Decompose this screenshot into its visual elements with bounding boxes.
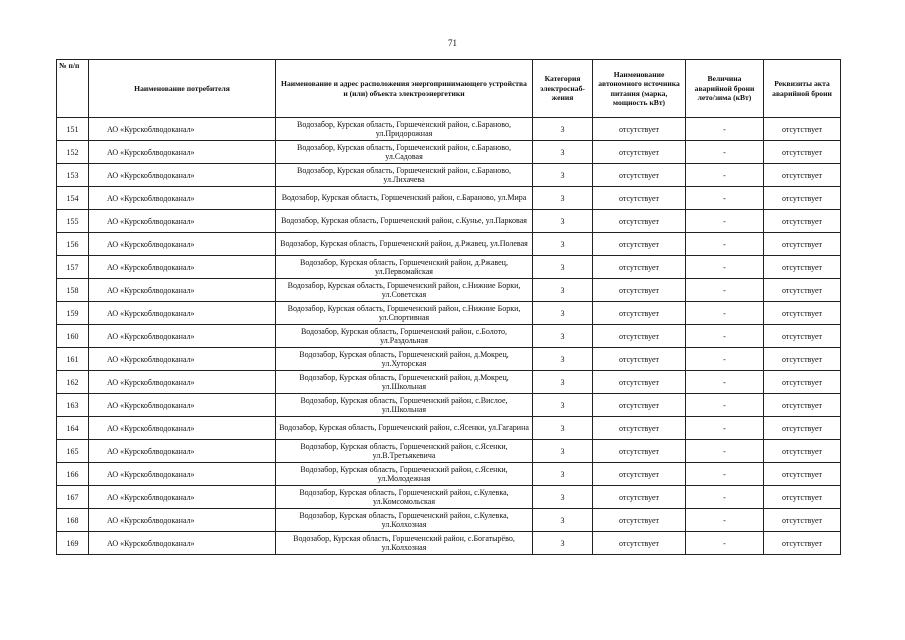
autonomous-source: отсутствует: [593, 118, 686, 141]
table-row: [57, 532, 841, 555]
object-address: Водозабор, Курская область, Горшеченский район, с.Ясенки, ул.Гагарина: [276, 417, 533, 440]
row-number: 160: [57, 325, 89, 348]
consumer-name: АО «Курскоблводоканал»: [89, 141, 276, 164]
act-details: отсутствует: [764, 440, 841, 463]
table-row: [57, 463, 841, 486]
autonomous-source: отсутствует: [593, 486, 686, 509]
supply-category: 3: [533, 210, 593, 233]
page-number: 71: [448, 38, 457, 48]
supply-category: 3: [533, 509, 593, 532]
consumer-name: АО «Курскоблводоканал»: [89, 371, 276, 394]
header-power-source: Наименование автономного источника питания (марка, мощность кВт): [593, 60, 686, 118]
supply-category: 3: [533, 394, 593, 417]
reserve-value: -: [686, 233, 764, 256]
consumer-name: АО «Курскоблводоканал»: [89, 348, 276, 371]
act-details: отсутствует: [764, 463, 841, 486]
supply-category: 3: [533, 164, 593, 187]
row-number: 154: [57, 187, 89, 210]
object-address: Водозабор, Курская область, Горшеченский район, с.Кулевка, ул.Колхозная: [276, 509, 533, 532]
reserve-value: -: [686, 256, 764, 279]
reserve-value: -: [686, 164, 764, 187]
object-address: Водозабор, Курская область, Горшеченский район, с.Бараново, ул.Лихачева: [276, 164, 533, 187]
table-row: [57, 486, 841, 509]
reserve-value: -: [686, 118, 764, 141]
table-row: [57, 256, 841, 279]
row-number: 151: [57, 118, 89, 141]
supply-category: 3: [533, 417, 593, 440]
consumer-name: АО «Курскоблводоканал»: [89, 463, 276, 486]
reserve-value: -: [686, 371, 764, 394]
autonomous-source: отсутствует: [593, 187, 686, 210]
reserve-value: -: [686, 509, 764, 532]
consumer-name: АО «Курскоблводоканал»: [89, 440, 276, 463]
supply-category: 3: [533, 463, 593, 486]
header-address: Наименование и адрес расположения энергопринимающего устройства и (или) объекта электроэнергетики: [276, 60, 533, 118]
autonomous-source: отсутствует: [593, 233, 686, 256]
row-number: 152: [57, 141, 89, 164]
reserve-value: -: [686, 187, 764, 210]
table-row: [57, 394, 841, 417]
row-number: 163: [57, 394, 89, 417]
table-row: [57, 509, 841, 532]
table-row: [57, 164, 841, 187]
act-details: отсутствует: [764, 141, 841, 164]
autonomous-source: отсутствует: [593, 279, 686, 302]
object-address: Водозабор, Курская область, Горшеченский район, с.Бараново, ул.Садовая: [276, 141, 533, 164]
row-number: 167: [57, 486, 89, 509]
reserve-table: [56, 59, 841, 555]
consumer-name: АО «Курскоблводоканал»: [89, 233, 276, 256]
consumer-name: АО «Курскоблводоканал»: [89, 279, 276, 302]
consumer-name: АО «Курскоблводоканал»: [89, 118, 276, 141]
table-row: [57, 141, 841, 164]
autonomous-source: отсутствует: [593, 371, 686, 394]
row-number: 156: [57, 233, 89, 256]
supply-category: 3: [533, 348, 593, 371]
act-details: отсутствует: [764, 394, 841, 417]
autonomous-source: отсутствует: [593, 394, 686, 417]
supply-category: 3: [533, 325, 593, 348]
act-details: отсутствует: [764, 371, 841, 394]
table-row: [57, 279, 841, 302]
object-address: Водозабор, Курская область, Горшеченский район, д.Ржавец, ул.Первомайская: [276, 256, 533, 279]
reserve-value: -: [686, 486, 764, 509]
reserve-value: -: [686, 394, 764, 417]
supply-category: 3: [533, 118, 593, 141]
consumer-name: АО «Курскоблводоканал»: [89, 187, 276, 210]
row-number: 169: [57, 532, 89, 555]
act-details: отсутствует: [764, 233, 841, 256]
row-number: 153: [57, 164, 89, 187]
autonomous-source: отсутствует: [593, 210, 686, 233]
act-details: отсутствует: [764, 486, 841, 509]
supply-category: 3: [533, 141, 593, 164]
act-details: отсутствует: [764, 509, 841, 532]
reserve-value: -: [686, 440, 764, 463]
act-details: отсутствует: [764, 164, 841, 187]
act-details: отсутствует: [764, 348, 841, 371]
autonomous-source: отсутствует: [593, 440, 686, 463]
object-address: Водозабор, Курская область, Горшеченский район, д.Ржавец, ул.Полевая: [276, 233, 533, 256]
row-number: 157: [57, 256, 89, 279]
header-reserve: Величина аварийной брони лето/зима (кВт): [686, 60, 764, 118]
consumer-name: АО «Курскоблводоканал»: [89, 417, 276, 440]
table-row: [57, 118, 841, 141]
row-number: 166: [57, 463, 89, 486]
reserve-value: -: [686, 348, 764, 371]
supply-category: 3: [533, 187, 593, 210]
supply-category: 3: [533, 371, 593, 394]
act-details: отсутствует: [764, 187, 841, 210]
object-address: Водозабор, Курская область, Горшеченский район, д.Мокрец, ул.Хуторская: [276, 348, 533, 371]
supply-category: 3: [533, 302, 593, 325]
object-address: Водозабор, Курская область, Горшеченский район, с.Кунье, ул.Парковая: [276, 210, 533, 233]
header-category: Категория электроснаб-жения: [533, 60, 593, 118]
reserve-value: -: [686, 279, 764, 302]
consumer-name: АО «Курскоблводоканал»: [89, 486, 276, 509]
object-address: Водозабор, Курская область, Горшеченский район, с.Ясенки, ул.Молодежная: [276, 463, 533, 486]
table-row: [57, 325, 841, 348]
autonomous-source: отсутствует: [593, 325, 686, 348]
row-number: 164: [57, 417, 89, 440]
table-row: [57, 233, 841, 256]
table-row: [57, 371, 841, 394]
supply-category: 3: [533, 440, 593, 463]
autonomous-source: отсутствует: [593, 302, 686, 325]
object-address: Водозабор, Курская область, Горшеченский район, с.Бараново, ул.Придорожная: [276, 118, 533, 141]
object-address: Водозабор, Курская область, Горшеченский район, с.Нижние Борки, ул.Советская: [276, 279, 533, 302]
supply-category: 3: [533, 256, 593, 279]
object-address: Водозабор, Курская область, Горшеченский район, с.Бараново, ул.Мира: [276, 187, 533, 210]
row-number: 161: [57, 348, 89, 371]
consumer-name: АО «Курскоблводоканал»: [89, 509, 276, 532]
table-row: [57, 417, 841, 440]
act-details: отсутствует: [764, 325, 841, 348]
object-address: Водозабор, Курская область, Горшеченский район, д.Мокрец, ул.Школьная: [276, 371, 533, 394]
object-address: Водозабор, Курская область, Горшеченский район, с.Нижние Борки, ул.Спортивная: [276, 302, 533, 325]
table-row: [57, 187, 841, 210]
reserve-value: -: [686, 532, 764, 555]
reserve-value: -: [686, 210, 764, 233]
row-number: 158: [57, 279, 89, 302]
table-row: [57, 348, 841, 371]
reserve-value: -: [686, 325, 764, 348]
autonomous-source: отсутствует: [593, 417, 686, 440]
header-act: Реквизиты акта аварийной брони: [764, 60, 841, 118]
consumer-name: АО «Курскоблводоканал»: [89, 210, 276, 233]
object-address: Водозабор, Курская область, Горшеченский район, с.Богатырёво, ул.Колхозная: [276, 532, 533, 555]
object-address: Водозабор, Курская область, Горшеченский район, с.Болото, ул.Раздольная: [276, 325, 533, 348]
object-address: Водозабор, Курская область, Горшеченский район, с.Ясенки, ул.В.Третьякевича: [276, 440, 533, 463]
act-details: отсутствует: [764, 118, 841, 141]
consumer-name: АО «Курскоблводоканал»: [89, 256, 276, 279]
row-number: 168: [57, 509, 89, 532]
act-details: отсутствует: [764, 256, 841, 279]
supply-category: 3: [533, 279, 593, 302]
supply-category: 3: [533, 233, 593, 256]
act-details: отсутствует: [764, 279, 841, 302]
object-address: Водозабор, Курская область, Горшеченский район, с.Кулевка, ул.Комсомольская: [276, 486, 533, 509]
autonomous-source: отсутствует: [593, 463, 686, 486]
row-number: 159: [57, 302, 89, 325]
reserve-value: -: [686, 463, 764, 486]
autonomous-source: отсутствует: [593, 532, 686, 555]
autonomous-source: отсутствует: [593, 348, 686, 371]
consumer-name: АО «Курскоблводоканал»: [89, 164, 276, 187]
act-details: отсутствует: [764, 302, 841, 325]
object-address: Водозабор, Курская область, Горшеченский район, с.Вислое, ул.Школьная: [276, 394, 533, 417]
autonomous-source: отсутствует: [593, 509, 686, 532]
reserve-value: -: [686, 141, 764, 164]
row-number: 165: [57, 440, 89, 463]
act-details: отсутствует: [764, 210, 841, 233]
table-row: [57, 440, 841, 463]
supply-category: 3: [533, 532, 593, 555]
consumer-name: АО «Курскоблводоканал»: [89, 302, 276, 325]
reserve-value: -: [686, 417, 764, 440]
autonomous-source: отсутствует: [593, 164, 686, 187]
consumer-name: АО «Курскоблводоканал»: [89, 532, 276, 555]
header-row: [57, 60, 841, 118]
consumer-name: АО «Курскоблводоканал»: [89, 325, 276, 348]
act-details: отсутствует: [764, 532, 841, 555]
consumer-name: АО «Курскоблводоканал»: [89, 394, 276, 417]
row-number: 155: [57, 210, 89, 233]
row-number: 162: [57, 371, 89, 394]
reserve-value: -: [686, 302, 764, 325]
header-number: № п/п: [57, 60, 89, 118]
autonomous-source: отсутствует: [593, 256, 686, 279]
table-row: [57, 302, 841, 325]
table-row: [57, 210, 841, 233]
header-consumer: Наименование потребителя: [89, 60, 276, 118]
act-details: отсутствует: [764, 417, 841, 440]
supply-category: 3: [533, 486, 593, 509]
autonomous-source: отсутствует: [593, 141, 686, 164]
